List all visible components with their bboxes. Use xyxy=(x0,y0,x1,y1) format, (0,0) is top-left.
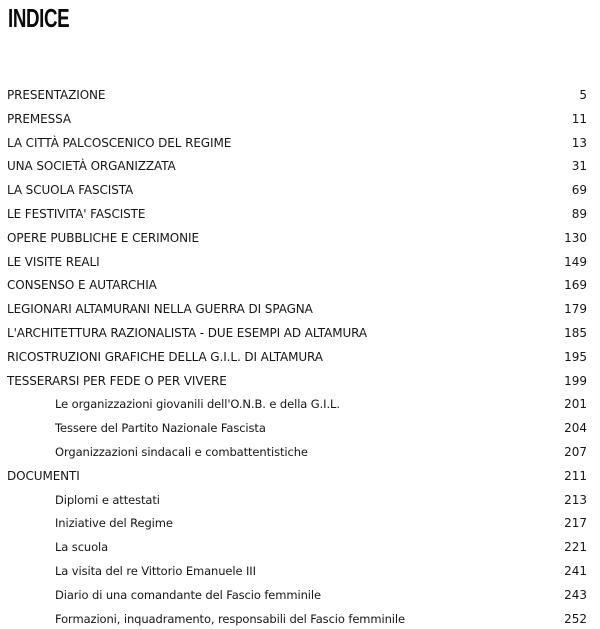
toc-entry-title: LE VISITE REALI xyxy=(7,254,100,269)
toc-entry-title: PRESENTAZIONE xyxy=(7,88,106,102)
toc-entry-title: PREMESSA xyxy=(7,111,71,126)
toc-page-number: 201 xyxy=(564,397,587,412)
toc-page-number: 199 xyxy=(564,373,587,388)
toc-entry-title: DOCUMENTI xyxy=(7,468,80,483)
toc-page-number: 252 xyxy=(564,611,587,626)
toc-entry-title: La scuola xyxy=(55,540,109,555)
toc-entry-title: RICOSTRUZIONI GRAFICHE DELLA G.I.L. DI ALTAMURA xyxy=(7,349,323,364)
toc-subentry xyxy=(0,442,600,462)
toc-entry-title: CONSENSO E AUTARCHIA xyxy=(7,278,157,293)
toc-page-number: 13 xyxy=(571,135,587,150)
toc-entry xyxy=(0,133,600,153)
toc-entry-title: Formazioni, inquadramento, responsabili del Fascio femminile xyxy=(55,611,405,626)
toc-entry-title: LA CITTÀ PALCOSCENICO DEL REGIME xyxy=(7,135,232,150)
toc-page-number: 69 xyxy=(571,183,587,198)
index-title: INDICE xyxy=(8,3,70,33)
toc-page-number: 241 xyxy=(564,564,587,578)
toc-page-number: 243 xyxy=(564,587,587,602)
toc-subentry xyxy=(0,394,600,414)
toc-page-number: 5 xyxy=(579,88,587,102)
toc-page-number: 207 xyxy=(564,445,587,459)
toc-subentry xyxy=(0,561,600,581)
toc-subentry xyxy=(0,537,600,557)
toc-entry xyxy=(0,109,600,129)
toc-page-number: 211 xyxy=(564,468,587,483)
toc-subentry xyxy=(0,609,600,629)
toc-entry-title: L'ARCHITETTURA RAZIONALISTA - DUE ESEMPI AD ALTAMURA xyxy=(7,326,368,340)
toc-entry xyxy=(0,228,600,248)
toc-page-number: 149 xyxy=(564,254,587,269)
toc-subentry xyxy=(0,585,600,605)
toc-entry-title: Le organizzazioni giovanili dell'O.N.B. e della G.I.L. xyxy=(55,397,340,412)
toc-page-number: 31 xyxy=(571,159,587,174)
toc-entry-title: Diario di una comandante del Fascio femminile xyxy=(55,587,321,602)
toc-entry xyxy=(0,204,600,224)
toc-page-number: 213 xyxy=(564,492,587,507)
toc-page-number: 89 xyxy=(571,207,587,221)
toc-entry xyxy=(0,323,600,343)
toc-page-number: 11 xyxy=(571,111,587,126)
toc-entry xyxy=(0,252,600,272)
toc-subentry xyxy=(0,513,600,533)
toc-entry-title: UNA SOCIETÀ ORGANIZZATA xyxy=(7,159,176,174)
toc-entry xyxy=(0,347,600,367)
toc-page-number: 217 xyxy=(564,516,587,531)
toc-entry-title: Diplomi e attestati xyxy=(55,492,160,507)
toc-page-number: 169 xyxy=(564,278,587,293)
toc-page-number: 179 xyxy=(564,302,587,317)
toc-entry-title: OPERE PUBBLICHE E CERIMONIE xyxy=(7,230,199,245)
toc-subentry xyxy=(0,418,600,438)
toc-entry xyxy=(0,180,600,200)
toc-entry xyxy=(0,371,600,391)
toc-page-number: 221 xyxy=(564,540,587,555)
toc-entry xyxy=(0,275,600,295)
toc-entry xyxy=(0,156,600,176)
toc-subentry xyxy=(0,490,600,510)
toc-entry-title: LEGIONARI ALTAMURANI NELLA GUERRA DI SPAGNA xyxy=(7,302,313,317)
toc-entry xyxy=(0,466,600,486)
toc-entry xyxy=(0,299,600,319)
toc-entry xyxy=(0,85,600,105)
toc-entry-title: LE FESTIVITA' FASCISTE xyxy=(7,207,146,221)
toc-entry-title: Organizzazioni sindacali e combattentistiche xyxy=(55,445,308,459)
toc-entry-title: Tessere del Partito Nazionale Fascista xyxy=(55,421,266,436)
toc-page-number: 130 xyxy=(564,230,587,245)
toc-entry-title: LA SCUOLA FASCISTA xyxy=(7,183,134,198)
toc-page-number: 195 xyxy=(564,349,587,364)
toc-page-number: 204 xyxy=(564,421,587,436)
toc-entry-title: La visita del re Vittorio Emanuele III xyxy=(55,564,256,578)
toc-entry-title: Iniziative del Regime xyxy=(55,516,173,531)
toc-page-number: 185 xyxy=(564,326,587,340)
toc-entry-title: TESSERARSI PER FEDE O PER VIVERE xyxy=(7,373,227,388)
